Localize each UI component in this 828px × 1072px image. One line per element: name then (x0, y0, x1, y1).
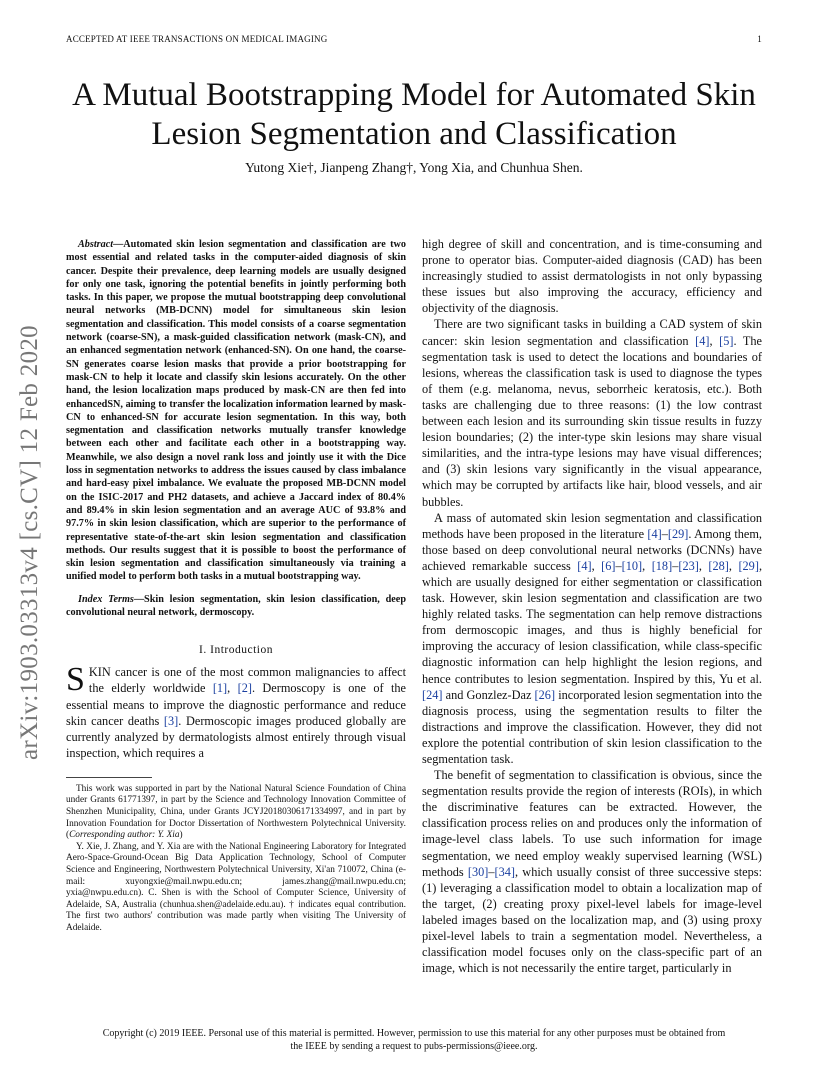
text-span: – (661, 526, 668, 541)
text-span: and Gonzlez-Daz (442, 687, 535, 702)
text-span: Corresponding author: Y. Xia (69, 830, 180, 841)
text-span: – (615, 558, 622, 573)
text-span: ) (179, 830, 183, 841)
text-span: . Dermoscopic images produced globally are currently analyzed by dermatologists almost entirely through visual inspection, which requires a (66, 713, 407, 760)
index-terms-label: Index Terms (78, 593, 134, 605)
running-header (66, 34, 762, 48)
abstract-label: Abstract (78, 239, 114, 250)
text-span: , which usually consist of three successive steps: (1) leveraging a classification model to obtain a localization map of the target, (2) creating proxy pixel-level labels for image-level labeled images based on the localization map, and (3) using proxy pixel-level labels to train a segmentation model. Nevertheless, a classification model focuses only on the class-specific part of an image, which is not necessarily the entire target, particularly in (422, 864, 762, 976)
text-span: This work was supported in part by the National Natural Science Foundation of China under Grants 61771397, in part by the Science and Technology Innovation Committee of Shenzhen Municipality, China, under Grants JCYJ20180306171334997, and in part by Innovation Foundation for Doctor Dissertation of Northwestern Polytechnical University. ( (66, 783, 406, 841)
body-paragraph: high degree of skill and concentration, and is time-consuming and prone to operator bias. Computer-aided diagnosis (CAD) has been increasingly studied to assist dermatologists in not only bypassing these issues but also improving the accuracy, efficiency and objectivity of the diagnosis. (422, 237, 762, 316)
text-span: , (591, 558, 602, 573)
body-paragraph (422, 316, 762, 509)
text-span: The benefit of segmentation to classification is obvious, since the segmentation results provide the region of interests (ROIs), in which the discriminative features can be extracted. However, the classification process relies on and produces only the information of image-level class labels. To use such information for image segmentation, we need employ weakly supervised learning (WSL) methods (422, 768, 762, 879)
text-span: . Among them, those based on deep convolutional neural networks (DCNNs) have achieved remarkable success (422, 526, 762, 573)
text-span: . Dermoscopy is one of the essential means to improve the diagnostic performance and reduce skin cancer deaths (66, 681, 406, 728)
paper-title: A Mutual Bootstrapping Model for Automated Skin Lesion Segmentation and Classification (72, 77, 756, 152)
drop-cap: S (66, 661, 85, 699)
right-column (422, 236, 762, 976)
body-paragraph (422, 510, 762, 768)
text-span: , (227, 681, 238, 696)
copyright-line: the IEEE by sending a request to pubs-permissions@ieee.org. (290, 1041, 538, 1052)
citation-link[interactable]: [24] (422, 687, 443, 702)
text-span: – (672, 558, 679, 573)
citation-link[interactable]: [4] (577, 558, 592, 573)
citation-link[interactable]: [34] (494, 864, 516, 879)
copyright-line: Copyright (c) 2019 IEEE. Personal use of this material is permitted. However, permission to use this material for any other purposes must be obtained from (102, 1028, 726, 1039)
copyright-notice (60, 1027, 768, 1053)
left-column (66, 238, 406, 935)
text-span: , (709, 333, 720, 348)
citation-link[interactable]: [29] (667, 526, 689, 541)
text-span: , (642, 558, 652, 573)
journal-name: ACCEPTED AT IEEE TRANSACTIONS ON MEDICAL IMAGING (66, 34, 328, 44)
citation-link[interactable]: [26] (534, 687, 556, 702)
citation-link[interactable]: [6] (601, 558, 616, 573)
intro-paragraph (66, 661, 407, 761)
citation-link[interactable]: [28] (708, 558, 729, 573)
section-heading: I. Introduction (199, 644, 273, 657)
text-span: KIN cancer is one of the most common malignancies to affect the elderly worldwide (88, 665, 406, 696)
text-span: A mass of automated skin lesion segmentation and classification methods have been proposed in the literature (422, 510, 762, 541)
citation-link[interactable]: [3] (163, 713, 179, 728)
arxiv-stamp: arXiv:1903.03313v4 [cs.CV] 12 Feb 2020 (16, 325, 43, 760)
footnotes (66, 784, 406, 935)
citation-link[interactable]: [2] (237, 681, 252, 696)
citation-link[interactable]: [29] (738, 558, 759, 573)
index-terms-text: —Skin lesion segmentation, skin lesion classification, deep convolutional neural network, dermoscopy. (66, 593, 406, 619)
funding-footnote (66, 784, 406, 842)
citation-link[interactable]: [1] (212, 681, 228, 696)
affiliation-footnote: Y. Xie, J. Zhang, and Y. Xia are with the National Engineering Laboratory for Integrated Aero-Space-Ground-Ocean Big Data Application Technology, School of Computer Science and Engineering, Northwestern Polytechnical University, Xi'an 710072, China (e-mail: xuyongxie@mail.nwpu.edu.cn; james.zhang@mail.nwpu.edu.cn; yxia@nwpu.edu.cn). C. Shen is with the School of Computer Science, University of Adelaide, SA, Australia (chunhua.shen@adelaide.edu.au). † indicates equal contribution. The first two authors' contribution was made partly when visiting The University of Adelaide. (66, 841, 406, 933)
citation-link[interactable]: [5] (719, 333, 734, 348)
text-span: , which are usually designed for either segmentation or classification task. However, skin lesion segmentation and classification are two highly related tasks. The segmentation can help remove distractions from dermoscopic images, and thus is highly beneficial for improving the accuracy of lesion classification, while class-specific diagnostic information can help highlight the lesion regions, and hence contributes to lesion segmentation. Inspired by this, Yu et al. (422, 558, 763, 686)
abstract (66, 238, 406, 619)
footnote-divider (66, 777, 152, 778)
body-paragraph (422, 767, 762, 976)
citation-link[interactable]: [23] (678, 558, 699, 573)
text-span: , (698, 558, 709, 573)
citation-link[interactable]: [18] (651, 558, 673, 573)
citation-link[interactable]: [4] (647, 526, 662, 541)
abstract-text: —Automated skin lesion segmentation and classification are two most essential and related tasks in the computer-aided diagnosis of skin cancer. Despite their prevalence, deep learning models are usually designed for only one task, ignoring the potential benefits in jointly performing both tasks. In this paper, we propose the mutual bootstrapping deep convolutional neural networks (MB-DCNN) model for simultaneous skin lesion segmentation and classification. This model consists of a coarse segmentation network (coarse-SN), a mask-guided classification network (mask-CN), and an enhanced segmentation network (enhanced-SN). On one hand, the coarse-SN generates coarse lesion masks that provide a prior bootstrapping for mask-CN to help it locate and classify skin lesions accurately. On the other hand, the lesion localization maps produced by mask-CN are then fed into enhancedSN, aiming to transfer the localization information learned by mask-CN to enhanced-SN for accurate lesion segmentation. In this way, both segmentation and classification networks mutually transfer knowledge between each other and facilitate each other in a bootstrapping way. Meanwhile, we also design a novel rank loss and jointly use it with the Dice loss in segmentation networks to address the issues caused by class imbalance and hard-easy pixel imbalance. We evaluate the proposed MB-DCNN model on the ISIC-2017 and PH2 datasets, and achieve a Jaccard index of 80.4% and 89.4% in skin lesion segmentation and an average AUC of 93.8% and 97.7% in skin lesion classification, which are superior to the performance of representative state-of-the-art skin lesion segmentation and classification methods. Our results suggest that it is possible to boost the performance of skin lesion segmentation and classification simultaneously via training a unified model to perform both tasks in a mutual bootstrapping way. (66, 239, 406, 583)
citation-link[interactable]: [10] (621, 558, 643, 573)
text-span: incorporated lesion segmentation into the diagnosis process, using the segmentation results to filter the distractions and improve the classification. However, they did not explore the potential contribution of skin lesion classification to the segmentation task. (422, 687, 762, 766)
citation-link[interactable]: [30] (467, 864, 489, 879)
text-span: There are two significant tasks in building a CAD system of skin cancer: skin lesion segmentation and classification (422, 317, 762, 348)
author-list: Yutong Xie†, Jianpeng Zhang†, Yong Xia, and Chunhua Shen. (245, 160, 583, 175)
text-span: , (728, 558, 739, 573)
text-span: . The segmentation task is used to detect the locations and boundaries of lesions, whereas the classification task is used to diagnose the types of them (e.g. melanoma, nevus, seborrheic keratosis, etc.). Both tasks are challenging due to three reasons: (1) the low contrast between each lesion and its surrounding skin tissue results in fuzzy lesion boundaries; (2) the inter-type skin lesions may share visual similarities, and the intra-type lesions may have visual differences; and (3) skin lesions vary significantly in the visual appearance, which may be corrupted by artifacts like hair, blood vessels, and air bubbles. (422, 333, 763, 509)
citation-link[interactable]: [4] (695, 333, 710, 348)
page-number: 1 (757, 34, 762, 44)
text-span: – (488, 864, 495, 879)
